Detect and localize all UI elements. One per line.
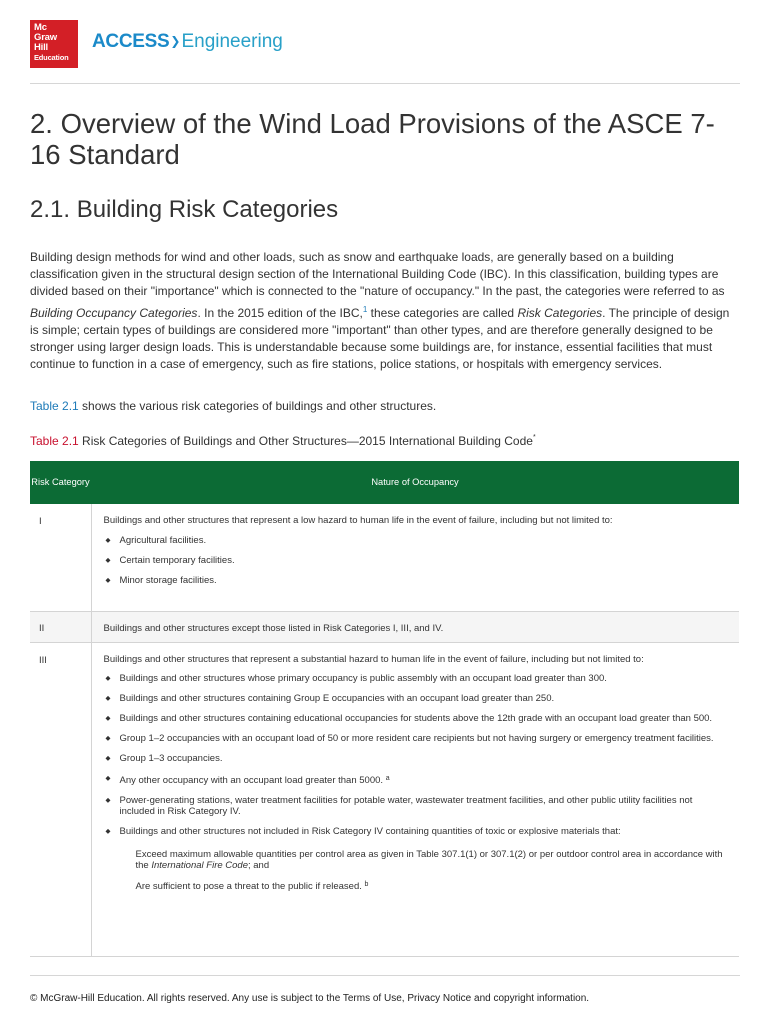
list-item xyxy=(104,774,728,787)
paragraph-emphasis: Building Occupancy Categories xyxy=(30,305,198,320)
paragraph-text: Building design methods for wind and other loads, such as snow and earthquake loads, are generally based on a building classification given in the structural design section of the International Building Code (IBC). In this classification, building types are divided based on their "importance" which is connected to the "nature of occupancy." In the past, the categories were referred to as xyxy=(30,250,725,299)
brand-engineering: Engineering xyxy=(181,31,283,52)
list-item: ◆ Buildings and other structures containing Group E occupancies with an occupant load greater than 250. xyxy=(104,694,728,705)
list-item: ◆ Power-generating stations, water treatment facilities for potable water, wastewater treatment facilities, and other public utility facilities not included in Risk Category IV. xyxy=(104,796,728,817)
brand-access: ACCESS xyxy=(92,31,170,52)
list-item: ◆ Minor storage facilities. xyxy=(104,576,728,587)
table-reference-text: shows the various risk categories of buildings and other structures. xyxy=(78,399,437,413)
occupancy-cell xyxy=(91,504,739,611)
sub-item-text: Exceed maximum allowable quantities per control area as given in Table 307.1(1) or 307.1(2) or per outdoor control area in accordance with the xyxy=(135,849,723,871)
occupancy-intro: Buildings and other structures that represent a low hazard to human life in the event of failure, including but not limited to: xyxy=(103,515,613,526)
footnote-link[interactable]: 1 xyxy=(362,304,368,314)
table-reference xyxy=(30,399,436,413)
site-header xyxy=(30,20,740,68)
risk-category-cell: II xyxy=(30,611,91,642)
intro-paragraph xyxy=(30,249,740,373)
access-engineering-logo[interactable] xyxy=(92,31,283,53)
chapter-title: 2. Overview of the Wind Load Provisions of the ASCE 7-16 Standard xyxy=(30,108,715,170)
sub-list-item xyxy=(104,880,728,893)
table-row xyxy=(30,611,739,642)
section-title: 2.1. Building Risk Categories xyxy=(30,196,339,223)
paragraph-text: . The principle of design is simple; certain types of buildings are considered more "important" than other types, and are therefore generally designed to be stronger using larger design loads. This is understandable because some buildings are, for instance, essential facilities that must continue to function in a case of emergency, such as fire stations, police stations, or hospitals with emergency services. xyxy=(30,305,730,372)
logo-line: Graw xyxy=(34,32,57,43)
list-item: ◆ Agricultural facilities. xyxy=(104,536,728,547)
column-header-nature-of-occupancy: Nature of Occupancy xyxy=(91,461,739,504)
list-item: ◆ Buildings and other structures containing educational occupancies for students above the 12th grade with an occupant load greater than 500. xyxy=(104,714,728,725)
table-row xyxy=(30,642,739,956)
table-caption xyxy=(30,434,536,448)
table-row xyxy=(30,504,739,611)
sub-item-text: ; and xyxy=(248,859,270,871)
list-item: ◆ Buildings and other structures whose primary occupancy is public assembly with an occupant load greater than 300. xyxy=(104,674,728,685)
table-footnote-b[interactable]: b xyxy=(364,881,369,888)
paragraph-text: these categories are called xyxy=(367,305,518,320)
table-footnote-a[interactable]: a xyxy=(385,775,390,782)
occupancy-cell: Buildings and other structures except those listed in Risk Categories I, III, and IV. xyxy=(91,611,739,642)
risk-category-table xyxy=(30,461,739,957)
copyright-footer: © McGraw-Hill Education. All rights reserved. Any use is subject to the Terms of Use, Privacy Notice and copyright information. xyxy=(30,993,590,1004)
paragraph-emphasis: Risk Categories xyxy=(517,305,603,320)
table-caption-label: Table 2.1 xyxy=(30,434,79,448)
paragraph-text: . In the 2015 edition of the IBC, xyxy=(197,305,363,320)
brand-chevron-icon: ❯ xyxy=(170,34,181,48)
table-link[interactable]: Table 2.1 xyxy=(30,399,79,413)
occupancy-list xyxy=(104,674,728,837)
logo-line: Mc xyxy=(34,22,47,33)
sub-list xyxy=(104,850,728,893)
occupancy-cell xyxy=(91,642,739,956)
table-caption-mark[interactable]: * xyxy=(532,434,536,441)
list-item-text: Any other occupancy with an occupant load greater than 5000. xyxy=(119,775,384,786)
column-header-risk-category: Risk Category xyxy=(30,461,91,504)
list-item: ◆ Certain temporary facilities. xyxy=(104,556,728,567)
logo-line: Hill xyxy=(34,42,48,53)
occupancy-list xyxy=(104,536,728,587)
list-item: ◆ Group 1–2 occupancies with an occupant load of 50 or more resident care recipients but not having surgery or emergency treatment facilities. xyxy=(104,734,728,745)
risk-category-cell: III xyxy=(30,642,91,956)
sub-item-emphasis: International Fire Code xyxy=(151,859,248,871)
table-caption-text: Risk Categories of Buildings and Other Structures—2015 International Building Code xyxy=(78,434,533,448)
table-header-row xyxy=(30,461,739,504)
list-item: ◆ Buildings and other structures not included in Risk Category IV containing quantities of toxic or explosive materials that: xyxy=(104,827,728,838)
risk-category-cell: I xyxy=(30,504,91,611)
occupancy-intro: Buildings and other structures that represent a substantial hazard to human life in the event of failure, including but not limited to: xyxy=(103,653,644,665)
header-divider xyxy=(30,83,740,84)
logo-line: Education xyxy=(34,53,69,62)
footer-divider xyxy=(30,975,740,976)
sub-list-item xyxy=(104,850,728,871)
sub-item-text: Are sufficient to pose a threat to the public if released. xyxy=(135,881,362,892)
mcgraw-hill-logo[interactable] xyxy=(30,20,78,68)
list-item: ◆ Group 1–3 occupancies. xyxy=(104,754,728,765)
